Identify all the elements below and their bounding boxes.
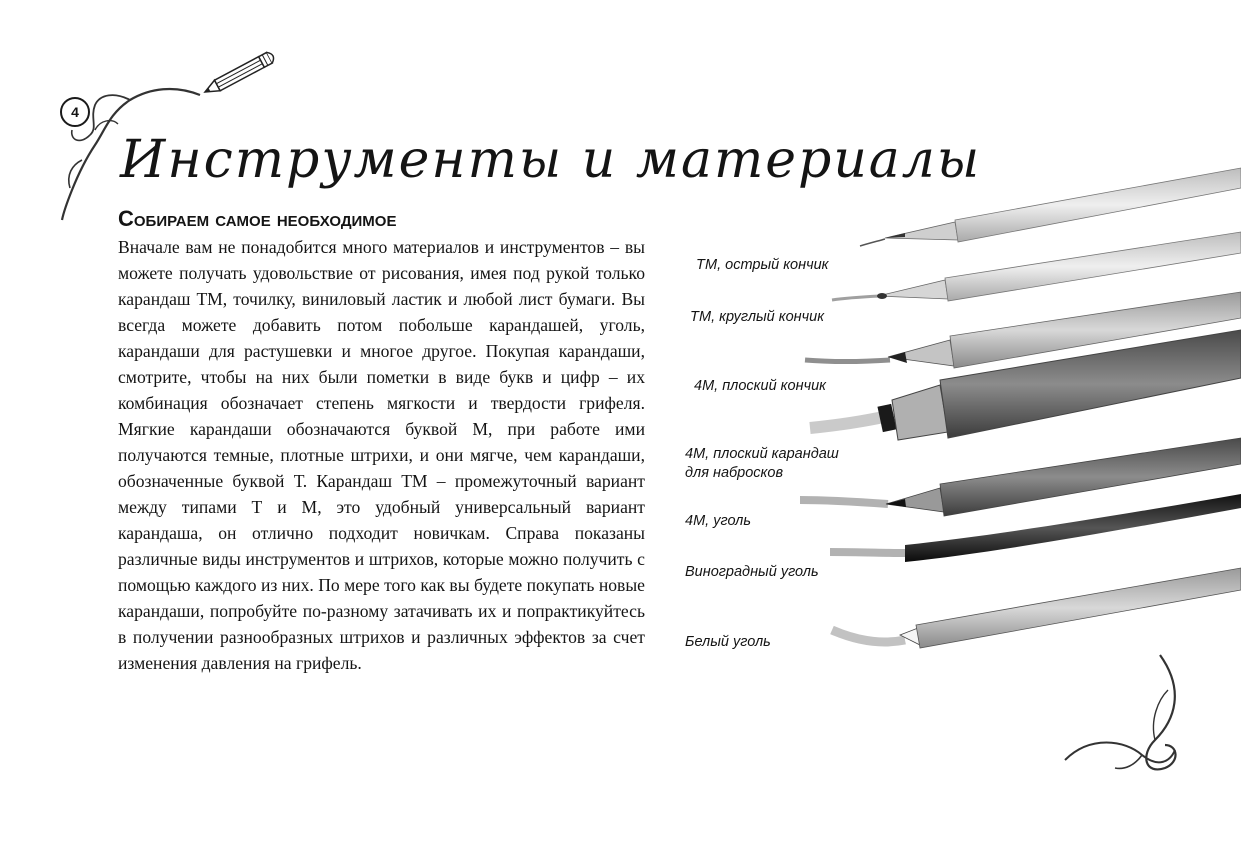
page-title: Инструменты и материалы bbox=[120, 130, 982, 190]
pencil-icon bbox=[202, 51, 276, 98]
pencils-illustration bbox=[780, 160, 1241, 670]
pencil-label-4m-flat: 4М, плоский кончик bbox=[694, 378, 826, 394]
pencil-white-charcoal bbox=[832, 568, 1241, 648]
section-subtitle: Собираем самое необходимое bbox=[118, 206, 397, 231]
swirl-flourish-icon bbox=[1050, 650, 1241, 845]
pencil-4m-charcoal bbox=[800, 438, 1241, 516]
pencil-label-vine-charcoal: Виноградный уголь bbox=[685, 564, 819, 580]
pencil-label-4m-charcoal: 4М, уголь bbox=[685, 513, 751, 529]
page-number: 4 bbox=[60, 97, 90, 127]
pencil-tm-round bbox=[832, 232, 1241, 301]
pencil-label-tm-sharp: ТМ, острый кончик bbox=[696, 257, 829, 273]
swirl-flourish-icon bbox=[0, 0, 300, 240]
pencil-label-white-charcoal: Белый уголь bbox=[685, 634, 771, 650]
pencil-label-4m-sketch: 4М, плоский карандаш bbox=[685, 446, 839, 462]
pencil-label-4m-sketch-line2: для набросков bbox=[685, 465, 784, 481]
pencil-label-tm-round: ТМ, круглый кончик bbox=[690, 309, 825, 325]
body-text: Вначале вам не понадобится много материалов и инструментов – вы можете получать удовольствие от рисования, имея под рукой только карандаш ТМ, точилку, виниловый ластик и любой лист бумаги. Вы всегда можете добавить потом побольше карандашей, уголь, карандаши для растушевки и многое другое. Покупая карандаши, смотрите, чтобы на них были пометки в виде букв и цифр – их комбинация обозначает степень мягкости и твердости грифеля. Мягкие карандаши обозначаются буквой М, при работе ими получаются темные, плотные штрихи, и они мягче, чем карандаши, обозначенные буквой Т. Карандаш ТМ – промежуточный вариант между типами Т и М, это удобный универсальный вариант карандаша, он отлично подходит новичкам. Справа показаны различные виды инструментов и штрихов, которые можно получить с помощью каждого из них. По мере того как вы будете покупать новые карандаши, попробуйте по-разному затачивать их и попрактикуйтесь в получении разнообразных штрихов и различных эффектов за счет изменения давления на грифель. bbox=[118, 237, 645, 673]
